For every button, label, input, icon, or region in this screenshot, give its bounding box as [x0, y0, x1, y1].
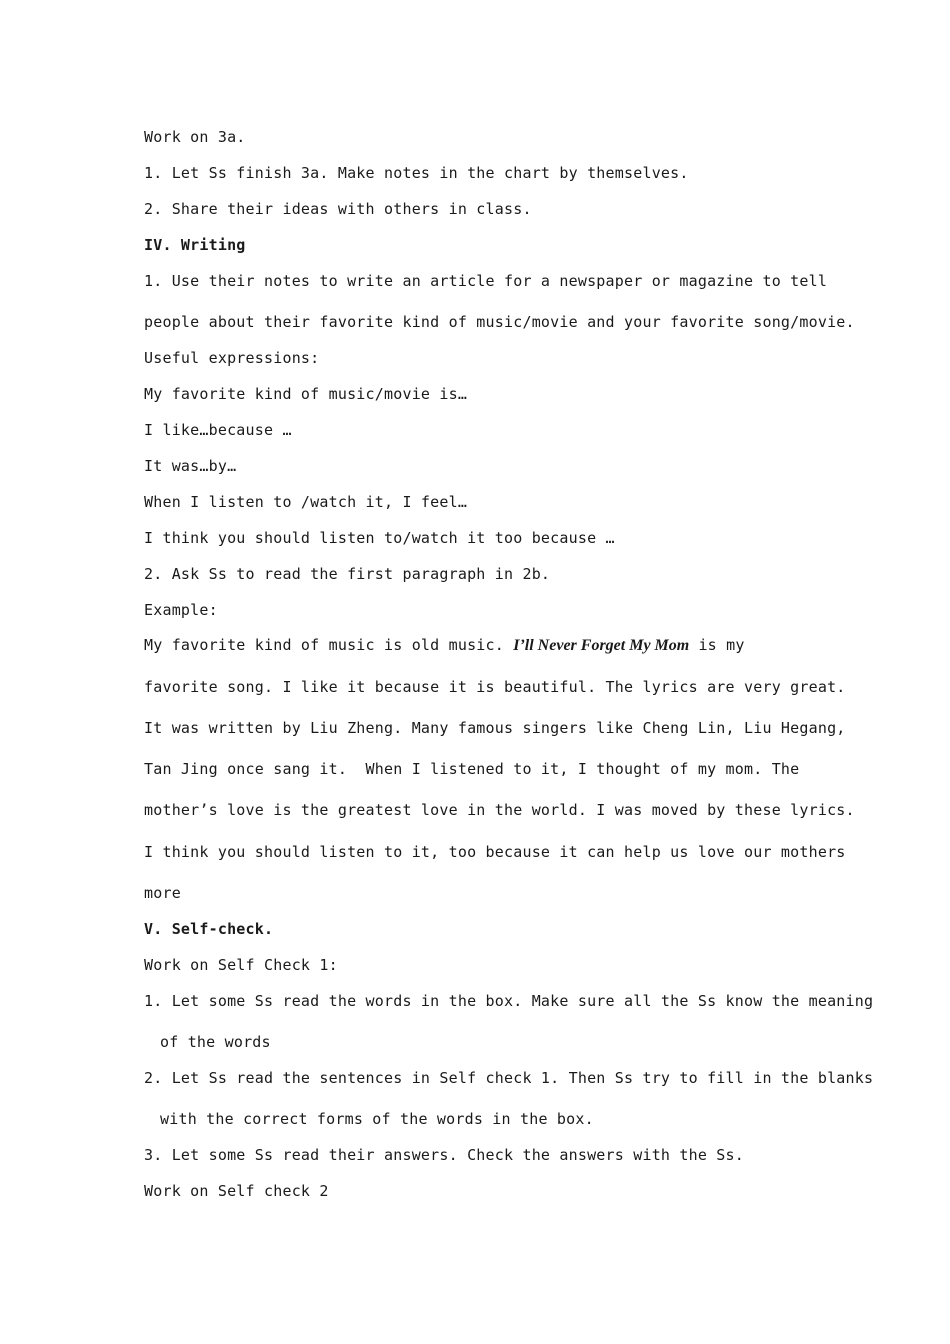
text-line: My favorite kind of music/movie is… [144, 385, 468, 403]
text-line: Tan Jing once sang it. When I listened to it, I thought of my mom. The [144, 760, 800, 778]
text-line: 2. Share their ideas with others in class. [144, 200, 532, 218]
example-text-end: is my [698, 636, 745, 654]
text-line: 1. Let some Ss read the words in the box. Make sure all the Ss know the meaning [144, 992, 874, 1010]
text-line: Work on 3a. [144, 128, 246, 146]
song-title: I’ll Never Forget My Mom [513, 637, 690, 654]
text-line: 1. Let Ss finish 3a. Make notes in the chart by themselves. [144, 164, 689, 182]
text-line: people about their favorite kind of music/movie and your favorite song/movie. [144, 313, 855, 331]
text-line: I like…because … [144, 421, 292, 439]
text-line: It was…by… [144, 457, 237, 475]
text-line: favorite song. I like it because it is beautiful. The lyrics are very great. [144, 678, 846, 696]
text-line: 2. Let Ss read the sentences in Self check 1. Then Ss try to fill in the blanks [144, 1069, 874, 1087]
text-line: 3. Let some Ss read their answers. Check the answers with the Ss. [144, 1146, 744, 1164]
text-line: It was written by Liu Zheng. Many famous singers like Cheng Lin, Liu Hegang, [144, 719, 846, 737]
text-line: of the words [160, 1033, 271, 1051]
text-line: mother’s love is the greatest love in the world. I was moved by these lyrics. [144, 801, 855, 819]
text-line: 1. Use their notes to write an article for a newspaper or magazine to tell [144, 272, 828, 290]
text-line: more [144, 884, 181, 902]
example-text: My favorite kind of music is old music. [144, 636, 504, 654]
text-line: I think you should listen to/watch it too because … [144, 529, 615, 547]
text-line: I think you should listen to it, too because it can help us love our mothers [144, 843, 846, 861]
text-line: Useful expressions: [144, 349, 320, 367]
section-heading-self-check: V. Self-check. [144, 920, 274, 938]
example-line [144, 635, 745, 656]
text-line: Work on Self check 2 [144, 1182, 329, 1200]
text-line: 2. Ask Ss to read the first paragraph in 2b. [144, 565, 551, 583]
section-heading-writing: IV. Writing [144, 236, 246, 254]
text-line: with the correct forms of the words in the box. [160, 1110, 594, 1128]
text-line: Example: [144, 601, 218, 619]
text-line: Work on Self Check 1: [144, 956, 338, 974]
text-line: When I listen to /watch it, I feel… [144, 493, 468, 511]
